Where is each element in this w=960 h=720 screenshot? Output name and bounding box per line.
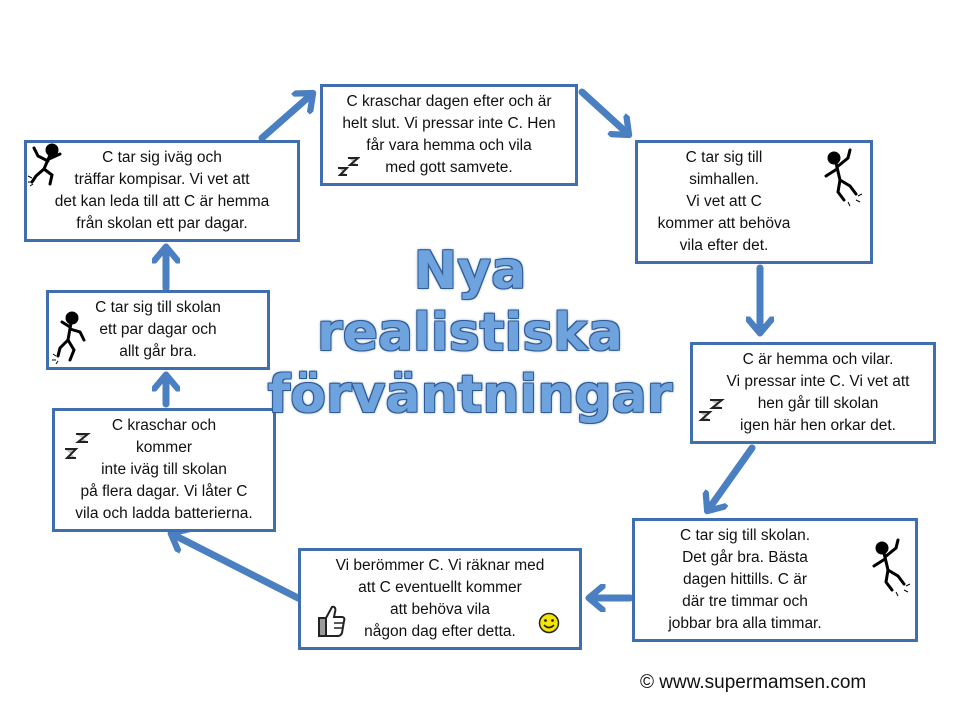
arrow-1-to-2 [582, 92, 628, 134]
step-box-3 [690, 342, 936, 444]
arrow-3-to-4 [708, 448, 752, 510]
arrow-5-to-6 [172, 534, 298, 598]
sleep-zzz-icon [696, 398, 726, 426]
sleep-zzz-icon [336, 156, 360, 180]
step-text-5: Vi berömmer C. Vi räknar med att C eventuellt kommer att behöva vila någon dag efter detta. [335, 557, 545, 640]
title-line-3: förväntningar [267, 365, 673, 425]
copyright-credit: © www.supermamsen.com [640, 672, 867, 693]
step-text-1: C kraschar dagen efter och är helt slut. Vi pressar inte C. Hen får vara hemma och vila med gott samvete. [342, 93, 556, 176]
dancing-figure-icon [24, 142, 70, 190]
dancing-figure-icon [818, 148, 864, 210]
arrow-8-to-1 [262, 94, 312, 138]
step-text-8: C tar sig iväg och träffar kompisar. Vi vet att det kan leda till att C är hemma från skolan ett par dagar. [54, 149, 270, 232]
step-text-2: C tar sig till simhallen. Vi vet att C kommer att behöva vila efter det. [657, 149, 791, 254]
step-text-7: C tar sig till skolan ett par dagar och allt går bra. [95, 299, 221, 360]
step-text-3: C är hemma och vilar. Vi pressar inte C. Vi vet att hen går till skolan igen här hen orkar det. [726, 351, 910, 434]
title-line-2: realistiska [317, 303, 623, 363]
dancing-figure-icon [50, 310, 90, 368]
thumbs-up-icon [316, 604, 346, 638]
step-text-4: C tar sig till skolan. Det går bra. Bästa dagen hittills. C är där tre timmar och jobbar bra alla timmar. [668, 527, 822, 632]
smiley-icon [538, 612, 560, 634]
sleep-zzz-icon [62, 432, 92, 464]
dancing-figure-icon [866, 538, 914, 600]
diagram-title [240, 240, 700, 426]
title-line-1: Nya [413, 241, 527, 301]
step-box-6 [52, 408, 276, 532]
step-text-6: C kraschar och kommer inte iväg till skolan på flera dagar. Vi låter C vila och ladda batterierna. [75, 417, 253, 522]
